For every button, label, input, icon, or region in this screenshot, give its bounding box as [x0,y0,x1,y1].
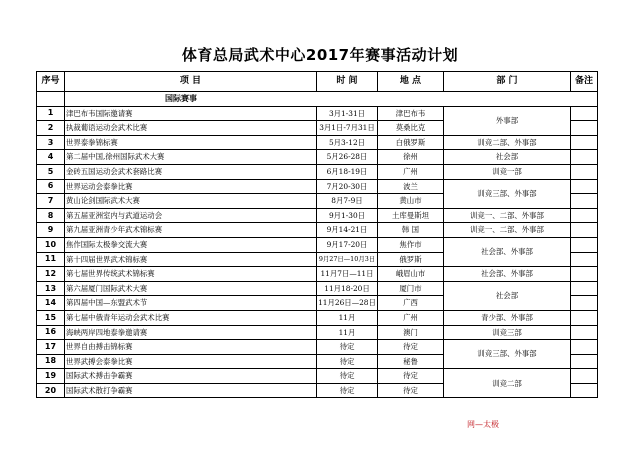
row-number: 19 [37,369,65,384]
row-project: 第六届厦门国际武术大赛 [65,281,317,296]
row-remark [571,296,598,311]
row-place: 广州 [378,310,444,325]
row-number: 14 [37,296,65,311]
row-remark [571,223,598,238]
row-number: 9 [37,223,65,238]
row-project: 第四届中国—东盟武术节 [65,296,317,311]
header-place: 地 点 [378,72,444,92]
row-number: 5 [37,164,65,179]
header-time: 时 间 [317,72,378,92]
row-project: 国际武术搏击争霸赛 [65,369,317,384]
row-dept: 社会部、外事部 [444,237,571,266]
row-time: 待定 [317,340,378,355]
row-number: 13 [37,281,65,296]
row-number: 7 [37,194,65,209]
row-project: 第七届世界传统武术锦标赛 [65,267,317,282]
row-dept: 社会部、外事部 [444,267,571,282]
row-place: 待定 [378,340,444,355]
row-dept: 训竞二部、外事部 [444,135,571,150]
row-dept: 训竞三部、外事部 [444,340,571,369]
row-time: 3月1日-7月31日 [317,121,378,136]
row-number: 8 [37,208,65,223]
row-place: 厦门市 [378,281,444,296]
row-time: 11月 [317,325,378,340]
row-remark [571,354,598,369]
section-empty-cell [37,92,65,107]
row-remark [571,150,598,165]
row-place: 黄山市 [378,194,444,209]
table-row [37,237,598,252]
row-number: 18 [37,354,65,369]
watermark-stamp: 网—太极 [467,420,499,429]
row-project: 世界武搏会泰拳比赛 [65,354,317,369]
row-project: 执裁葡语运动会武术比赛 [65,121,317,136]
section-title: 国际赛事 [65,92,598,107]
row-time: 待定 [317,383,378,398]
row-remark [571,164,598,179]
row-remark [571,369,598,384]
row-number: 3 [37,135,65,150]
row-place: 莫桑比克 [378,121,444,136]
table-row [37,106,598,121]
row-number: 16 [37,325,65,340]
header-remark: 备注 [571,72,598,92]
row-remark [571,106,598,121]
row-place: 徐州 [378,150,444,165]
row-number: 6 [37,179,65,194]
row-remark [571,340,598,355]
row-place: 待定 [378,369,444,384]
table-row [37,310,598,325]
table-row [37,208,598,223]
row-time: 11月18-20日 [317,281,378,296]
row-remark [571,383,598,398]
row-dept: 社会部 [444,150,571,165]
row-time: 3月1-31日 [317,106,378,121]
row-project: 黄山论剑国际武术大赛 [65,194,317,209]
row-project: 第九届亚洲青少年武术锦标赛 [65,223,317,238]
row-remark [571,208,598,223]
row-place: 广西 [378,296,444,311]
row-place: 待定 [378,383,444,398]
row-project: 津巴布韦国际邀请赛 [65,106,317,121]
row-place: 津巴布韦 [378,106,444,121]
row-time: 9月14-21日 [317,223,378,238]
row-time: 7月20-30日 [317,179,378,194]
row-project: 第七届中俄青年运动会武术比赛 [65,310,317,325]
row-time: 11月 [317,310,378,325]
row-number: 17 [37,340,65,355]
row-time: 待定 [317,354,378,369]
row-project: 金砖五国运动会武术套路比赛 [65,164,317,179]
row-remark [571,194,598,209]
row-number: 1 [37,106,65,121]
row-remark [571,281,598,296]
header-row [37,72,598,92]
header-project: 项 目 [65,72,317,92]
row-time: 8月7-9日 [317,194,378,209]
row-place: 澳门 [378,325,444,340]
row-number: 12 [37,267,65,282]
table-row [37,164,598,179]
row-number: 4 [37,150,65,165]
row-remark [571,325,598,340]
row-place: 韩 国 [378,223,444,238]
row-remark [571,267,598,282]
row-place: 峨眉山市 [378,267,444,282]
row-place: 波兰 [378,179,444,194]
row-remark [571,310,598,325]
row-project: 国际武术散打争霸赛 [65,383,317,398]
table-row [37,281,598,296]
table-row [37,150,598,165]
row-remark [571,237,598,252]
header-dept: 部 门 [444,72,571,92]
header-no: 序号 [37,72,65,92]
row-number: 11 [37,252,65,267]
table-row [37,325,598,340]
row-project: 第五届亚洲室内与武道运动会 [65,208,317,223]
section-row [37,92,598,107]
row-place: 秘鲁 [378,354,444,369]
row-remark [571,179,598,194]
row-time: 5月3-12日 [317,135,378,150]
row-place: 俄罗斯 [378,252,444,267]
row-dept: 青少部、外事部 [444,310,571,325]
row-number: 10 [37,237,65,252]
row-number: 15 [37,310,65,325]
row-project: 世界泰拳锦标赛 [65,135,317,150]
row-place: 广州 [378,164,444,179]
row-time: 11月26日—28日 [317,296,378,311]
row-time: 9月1-30日 [317,208,378,223]
row-dept: 训竞一部 [444,164,571,179]
table-row [37,340,598,355]
row-project: 第十四届世界武术锦标赛 [65,252,317,267]
page-title: 体育总局武术中心2017年赛事活动计划 [181,46,459,64]
row-dept: 训竞一、二部、外事部 [444,223,571,238]
row-time: 9月17-20日 [317,237,378,252]
table-row [37,135,598,150]
row-dept: 训竞三部、外事部 [444,179,571,208]
row-place: 焦作市 [378,237,444,252]
row-time: 6月18-19日 [317,164,378,179]
row-number: 2 [37,121,65,136]
schedule-table [36,71,598,398]
row-time: 9月27日—10月3日 [317,252,378,267]
row-project: 焦作国际太极拳交流大赛 [65,237,317,252]
row-remark [571,252,598,267]
row-remark [571,135,598,150]
row-dept: 训竞三部 [444,325,571,340]
row-project: 海峡两岸四地泰拳邀请赛 [65,325,317,340]
row-time: 11月7日—11日 [317,267,378,282]
row-time: 待定 [317,369,378,384]
row-dept: 训竞二部 [444,369,571,398]
row-place: 土库曼斯坦 [378,208,444,223]
table-row [37,223,598,238]
row-project: 世界自由搏击锦标赛 [65,340,317,355]
table-row [37,179,598,194]
row-dept: 外事部 [444,106,571,135]
row-dept: 训竞一、二部、外事部 [444,208,571,223]
row-number: 20 [37,383,65,398]
row-project: 第二届中国,徐州国际武术大赛 [65,150,317,165]
table-row [37,369,598,384]
row-time: 5月26-28日 [317,150,378,165]
row-dept: 社会部 [444,281,571,310]
row-place: 白俄罗斯 [378,135,444,150]
row-project: 世界运动会泰拳比赛 [65,179,317,194]
table-row [37,267,598,282]
row-remark [571,121,598,136]
